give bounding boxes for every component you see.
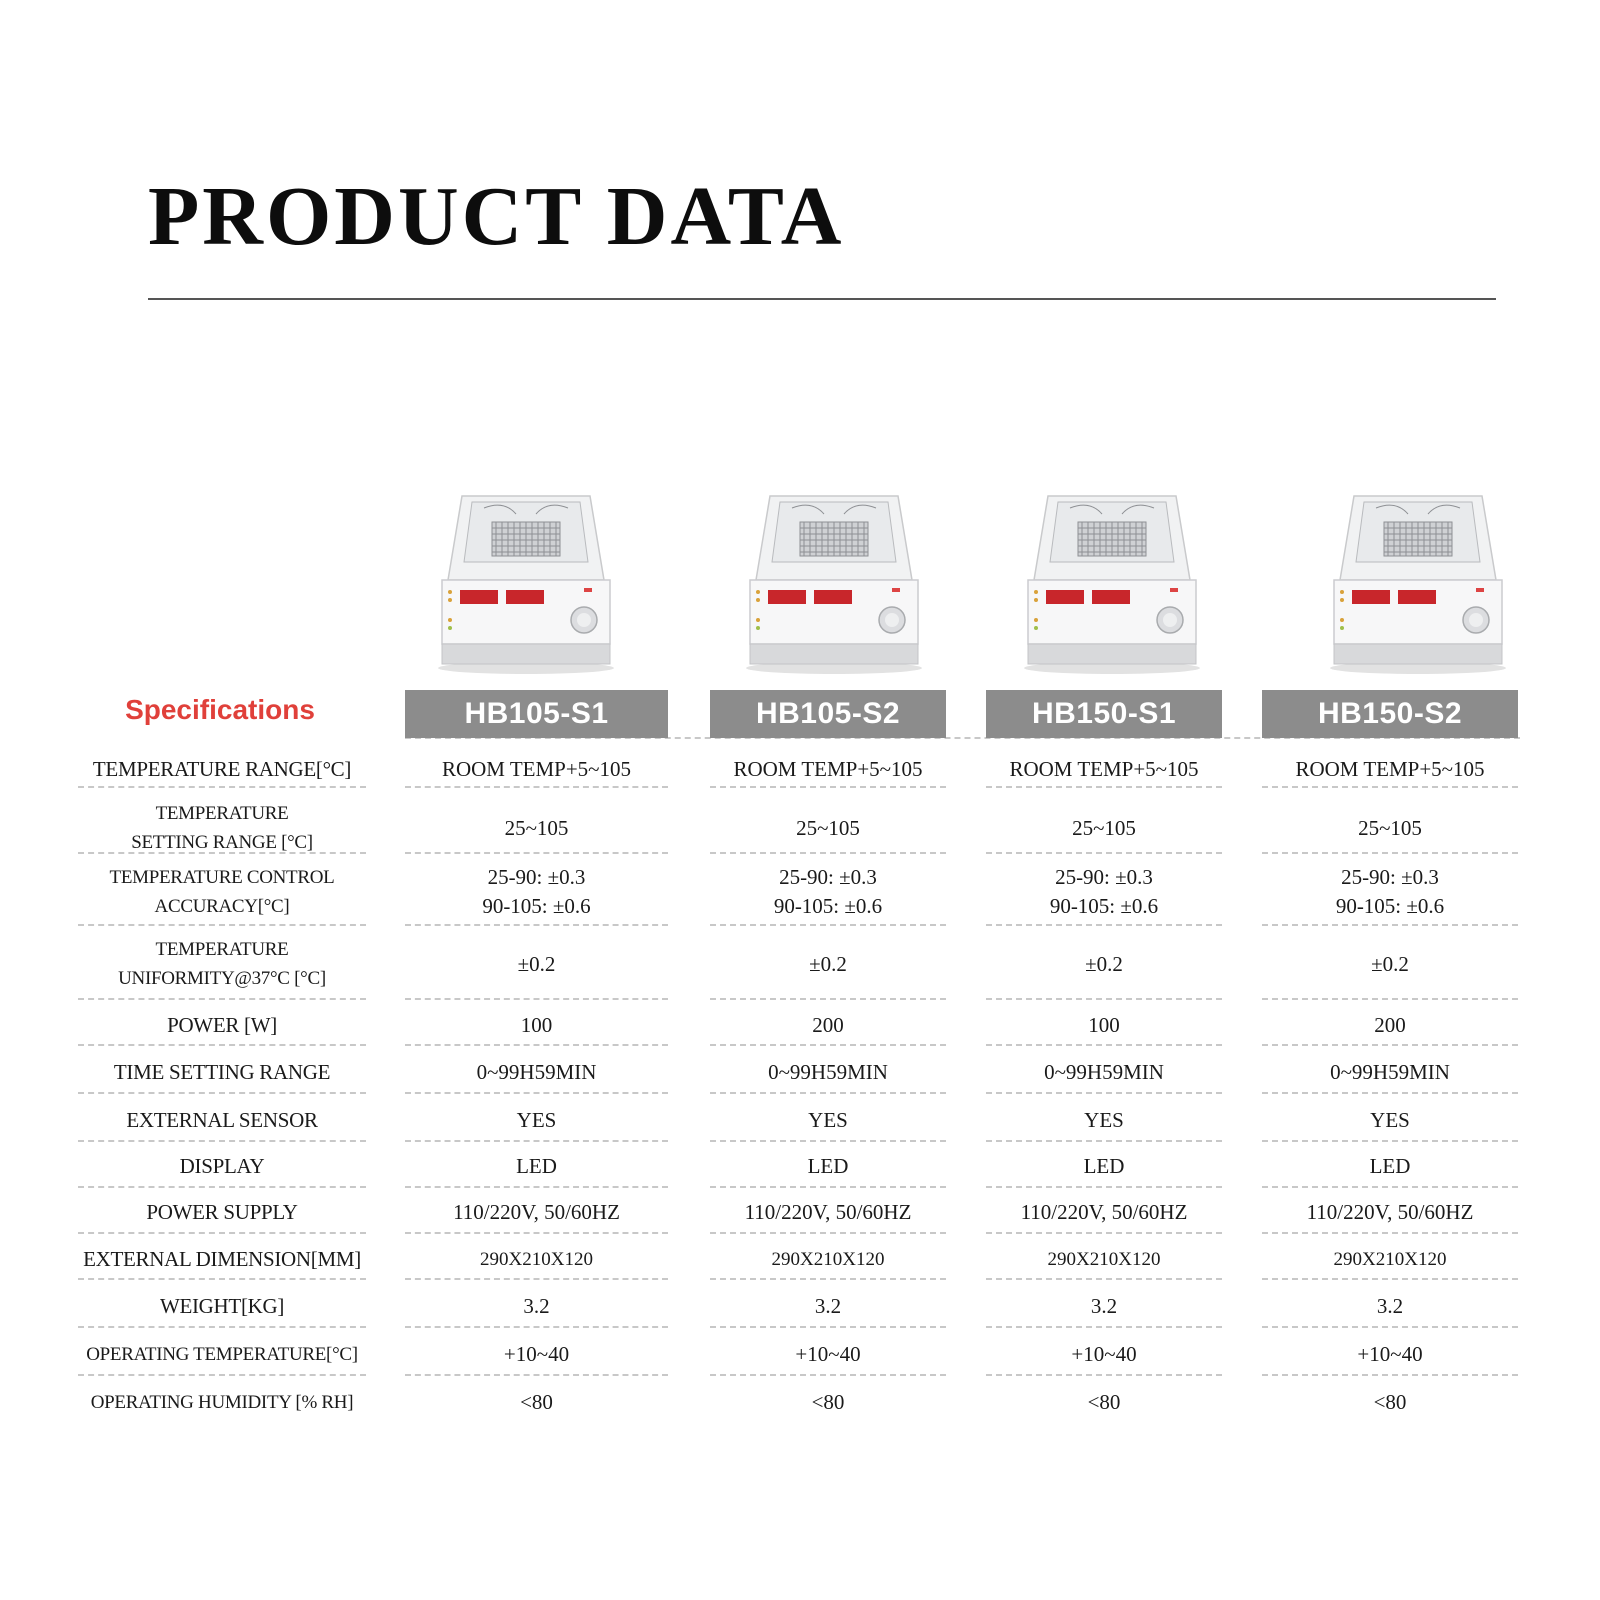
spec-value-cell: +10~40 (1262, 1332, 1518, 1376)
spec-value-cell: 110/220V, 50/60HZ (710, 1190, 946, 1234)
model-header: HB150-S1 (986, 690, 1222, 738)
spec-value-cell: 290X210X120 (1262, 1238, 1518, 1280)
specifications-label: Specifications (125, 694, 315, 725)
spec-value-cell: 0~99H59MIN (986, 1050, 1222, 1094)
spec-value-cell: LED (710, 1144, 946, 1188)
spec-value-cell: 0~99H59MIN (1262, 1050, 1518, 1094)
model-header: HB105-S1 (405, 690, 668, 738)
spec-value-cell: 25~105 (1262, 802, 1518, 854)
spec-value-cell: 3.2 (986, 1284, 1222, 1328)
spec-value-cell: +10~40 (986, 1332, 1222, 1376)
spec-label-cell: TEMPERATURE RANGE[°C] (78, 750, 366, 788)
spec-value-cell: 25~105 (710, 802, 946, 854)
spec-row (0, 1190, 1600, 1234)
spec-row (0, 1050, 1600, 1094)
spec-label-cell: POWER SUPPLY (78, 1190, 366, 1234)
spec-value-cell: <80 (811, 1389, 845, 1414)
spec-value-cell: 100 (986, 1004, 1222, 1046)
spec-value-cell: ROOM TEMP+5~105 (405, 750, 668, 788)
spec-value-cell: 110/220V, 50/60HZ (1262, 1190, 1518, 1234)
spec-value-cell: 290X210X120 (405, 1238, 668, 1280)
spec-label-cell: TIME SETTING RANGE (78, 1050, 366, 1094)
spec-row (0, 1144, 1600, 1188)
spec-value-cell: <80 (1373, 1389, 1407, 1414)
spec-label-cell: EXTERNAL SENSOR (78, 1098, 366, 1142)
spec-value-cell: YES (405, 1098, 668, 1142)
spec-row (0, 750, 1600, 788)
spec-value-cell: 100 (405, 1004, 668, 1046)
spec-value-cell: ±0.2 (1262, 928, 1518, 1000)
spec-value-cell: LED (405, 1144, 668, 1188)
spec-value-cell: 0~99H59MIN (405, 1050, 668, 1094)
spec-row (0, 1284, 1600, 1328)
spec-label-cell: TEMPERATURE UNIFORMITY@37°C [°C] (78, 928, 366, 1000)
spec-value-cell: 200 (710, 1004, 946, 1046)
spec-row (0, 858, 1600, 926)
spec-value-cell: 25-90: ±0.3 90-105: ±0.6 (1262, 858, 1518, 926)
spec-value-cell: 25-90: ±0.3 90-105: ±0.6 (710, 858, 946, 926)
spec-value-cell: 3.2 (1262, 1284, 1518, 1328)
spec-value-cell: 290X210X120 (986, 1238, 1222, 1280)
spec-value-cell: 0~99H59MIN (710, 1050, 946, 1094)
title-divider (148, 298, 1496, 300)
spec-value-cell: 110/220V, 50/60HZ (986, 1190, 1222, 1234)
spec-value-cell: ROOM TEMP+5~105 (986, 750, 1222, 788)
spec-label-cell: EXTERNAL DIMENSION[MM] (78, 1238, 366, 1280)
spec-label-cell: TEMPERATURE CONTROL ACCURACY[°C] (78, 858, 366, 926)
spec-value-cell: 25~105 (405, 802, 668, 854)
dry-bath-heater-image (740, 492, 928, 676)
spec-row (0, 928, 1600, 1000)
spec-value-cell: ROOM TEMP+5~105 (710, 750, 946, 788)
spec-value-cell: LED (986, 1144, 1222, 1188)
spec-row (0, 1098, 1600, 1142)
spec-label-cell: POWER [W] (78, 1004, 366, 1046)
spec-value-cell: 110/220V, 50/60HZ (405, 1190, 668, 1234)
spec-row (0, 1004, 1600, 1046)
spec-value-cell: 25-90: ±0.3 90-105: ±0.6 (405, 858, 668, 926)
spec-value-cell: 25-90: ±0.3 90-105: ±0.6 (986, 858, 1222, 926)
spec-value-cell: 3.2 (405, 1284, 668, 1328)
spec-value-cell: ±0.2 (710, 928, 946, 1000)
spec-label-cell: OPERATING TEMPERATURE[°C] (78, 1332, 366, 1376)
spec-label-cell: TEMPERATURE SETTING RANGE [°C] (78, 802, 366, 854)
page-title: PRODUCT DATA (148, 170, 845, 263)
dry-bath-heater-image (1324, 492, 1512, 676)
spec-label-cell: WEIGHT[KG] (78, 1284, 366, 1328)
model-header: HB150-S2 (1262, 690, 1518, 738)
model-header: HB105-S2 (710, 690, 946, 738)
spec-row (0, 1238, 1600, 1280)
spec-value-cell: YES (710, 1098, 946, 1142)
spec-value-cell: +10~40 (405, 1332, 668, 1376)
spec-label-cell: OPERATING HUMIDITY [% RH] (90, 1391, 354, 1413)
dry-bath-heater-image (1018, 492, 1206, 676)
spec-value-cell: 25~105 (986, 802, 1222, 854)
spec-value-cell: YES (1262, 1098, 1518, 1142)
spec-value-cell: 290X210X120 (710, 1238, 946, 1280)
spec-value-cell: LED (1262, 1144, 1518, 1188)
spec-row (0, 1380, 1600, 1424)
spec-value-cell: 200 (1262, 1004, 1518, 1046)
spec-value-cell: YES (986, 1098, 1222, 1142)
spec-value-cell: +10~40 (710, 1332, 946, 1376)
spec-value-cell: <80 (520, 1389, 553, 1414)
spec-value-cell: <80 (1087, 1389, 1121, 1414)
spec-row (0, 1332, 1600, 1376)
spec-row (0, 802, 1600, 854)
spec-value-cell: ±0.2 (986, 928, 1222, 1000)
spec-value-cell: 3.2 (710, 1284, 946, 1328)
spec-value-cell: ROOM TEMP+5~105 (1262, 750, 1518, 788)
spec-value-cell: ±0.2 (405, 928, 668, 1000)
dry-bath-heater-image (432, 492, 620, 676)
spec-label-cell: DISPLAY (78, 1144, 366, 1188)
